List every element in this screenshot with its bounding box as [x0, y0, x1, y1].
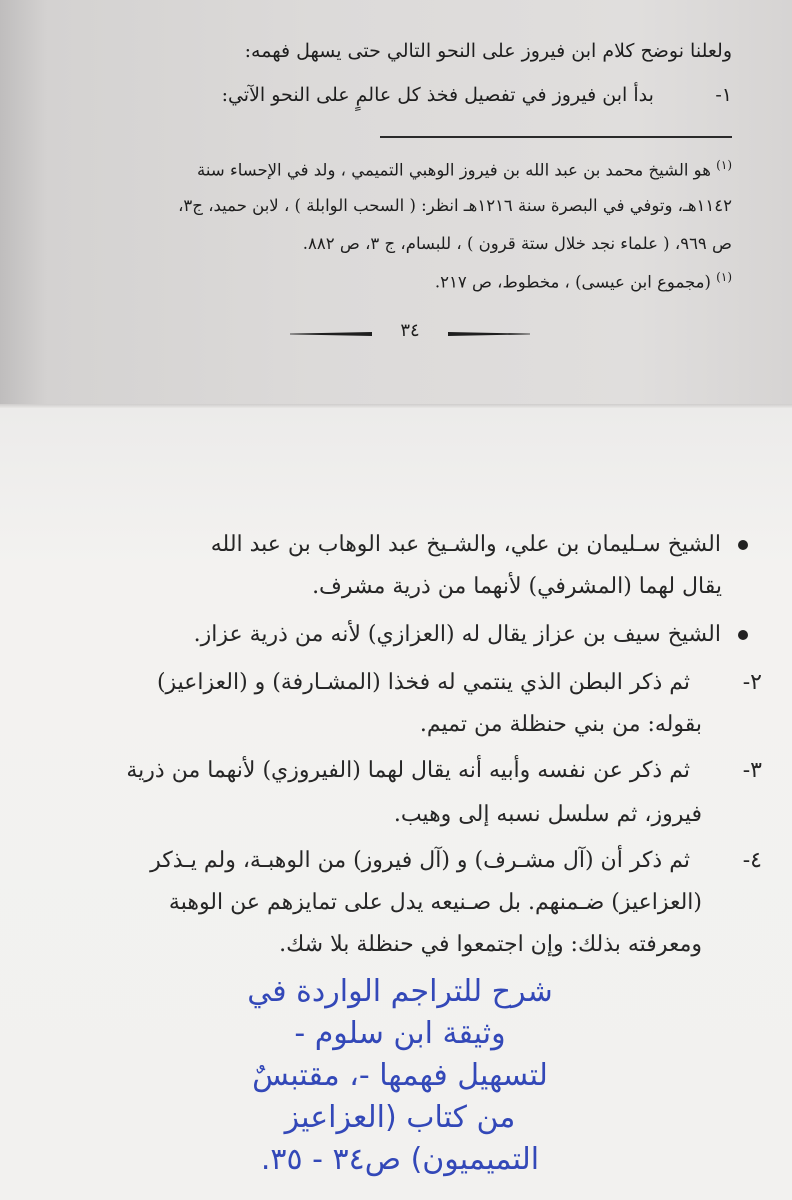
- list-item-2-line-2: بقوله: من بني حنظلة من تميم.: [419, 712, 702, 737]
- footnote-text: (مجموع ابن عيسى) ، مخطوط، ص ٢١٧.: [434, 272, 711, 292]
- footnote-divider: [380, 136, 732, 138]
- footnote-2: [435, 270, 732, 292]
- caption-line-5: التميميون) ص٣٤ - ٣٥.: [260, 1142, 540, 1177]
- footnote-marker: (١): [716, 270, 732, 284]
- footnote-1-line-1: [197, 158, 732, 180]
- list-item-2-line-1: [157, 670, 762, 695]
- bullet-item-1-line-1: [211, 532, 748, 557]
- list-item-3-line-1: [126, 758, 762, 783]
- bullet-dot: [738, 630, 748, 640]
- caption-line-4: من كتاب (العزاعيز: [284, 1100, 516, 1135]
- bullet-item-2: [194, 622, 748, 647]
- footnote-text: هو الشيخ محمد بن عبد الله بن فيروز الوهبي التميمي ، ولد في الإحساء سنة: [197, 160, 711, 180]
- item-text: ثم ذكر أن (آل مشـرف) و (آل فيروز) من الوهبـة، ولم يـذكر: [150, 848, 690, 873]
- list-item-4-line-1: [150, 848, 762, 873]
- top-book-page: [0, 0, 792, 408]
- footnote-1-line-2: ١١٤٢هـ، وتوفي في البصرة سنة ١٢١٦هـ انظر: ( السحب الوابلة ) ، لابن حميد، ج٣،: [178, 196, 732, 215]
- bullet-text: الشيخ سـليمان بن علي، والشـيخ عبد الوهاب بن عبد الله: [210, 532, 721, 557]
- list-item-4-line-3: ومعرفته بذلك: وإن اجتمعوا في حنظلة بلا شك.: [279, 932, 702, 957]
- page-number: ٣٤: [400, 320, 420, 341]
- item-text: ثم ذكر عن نفسه وأبيه أنه يقال لهما (الفيروزي) لأنهما من ذرية: [126, 758, 690, 783]
- caption-line-1: شرح للتراجم الواردة في: [247, 974, 553, 1009]
- item-number: ٣-: [742, 758, 762, 783]
- bullet-text: الشيخ سيف بن عزاز يقال له (العزازي) لأنه من ذرية عزاز.: [193, 622, 721, 647]
- footnote-1-line-3: ص ٩٦٩، ( علماء نجد خلال ستة قرون ) ، للبسام، ج ٣، ص ٨٨٢.: [302, 234, 732, 253]
- footnote-marker: (١): [716, 158, 732, 172]
- item-text: بدأ ابن فيروز في تفصيل فخذ كل عالمٍ على النحو الآتي:: [221, 84, 654, 106]
- list-item-3-line-2: فيروز، ثم سلسل نسبه إلى وهيب.: [393, 802, 702, 827]
- bullet-dot: [738, 540, 748, 550]
- caption-line-2: وثيقة ابن سلوم -: [294, 1016, 506, 1051]
- page-number-ornament: [290, 318, 530, 348]
- list-item-1: [222, 84, 732, 106]
- item-number: ١-: [715, 84, 732, 106]
- item-number: ٢-: [742, 670, 762, 695]
- list-item-4-line-2: (العزاعيز) ضـمنهم. بل صـنيعه يدل على تمايزهم عن الوهبة: [168, 890, 702, 915]
- caption-line-3: لتسهيل فهمها -، مقتبسٌ: [252, 1058, 548, 1093]
- item-number: ٤-: [742, 848, 762, 873]
- bottom-book-page: [0, 408, 792, 1200]
- intro-line: ولعلنا نوضح كلام ابن فيروز على النحو التالي حتى يسهل فهمه:: [244, 40, 732, 62]
- bullet-item-1-line-2: يقال لهما (المشرفي) لأنهما من ذرية مشرف.: [312, 574, 722, 599]
- item-text: ثم ذكر البطن الذي ينتمي له فخذا (المشـارفة) و (العزاعيز): [156, 670, 690, 695]
